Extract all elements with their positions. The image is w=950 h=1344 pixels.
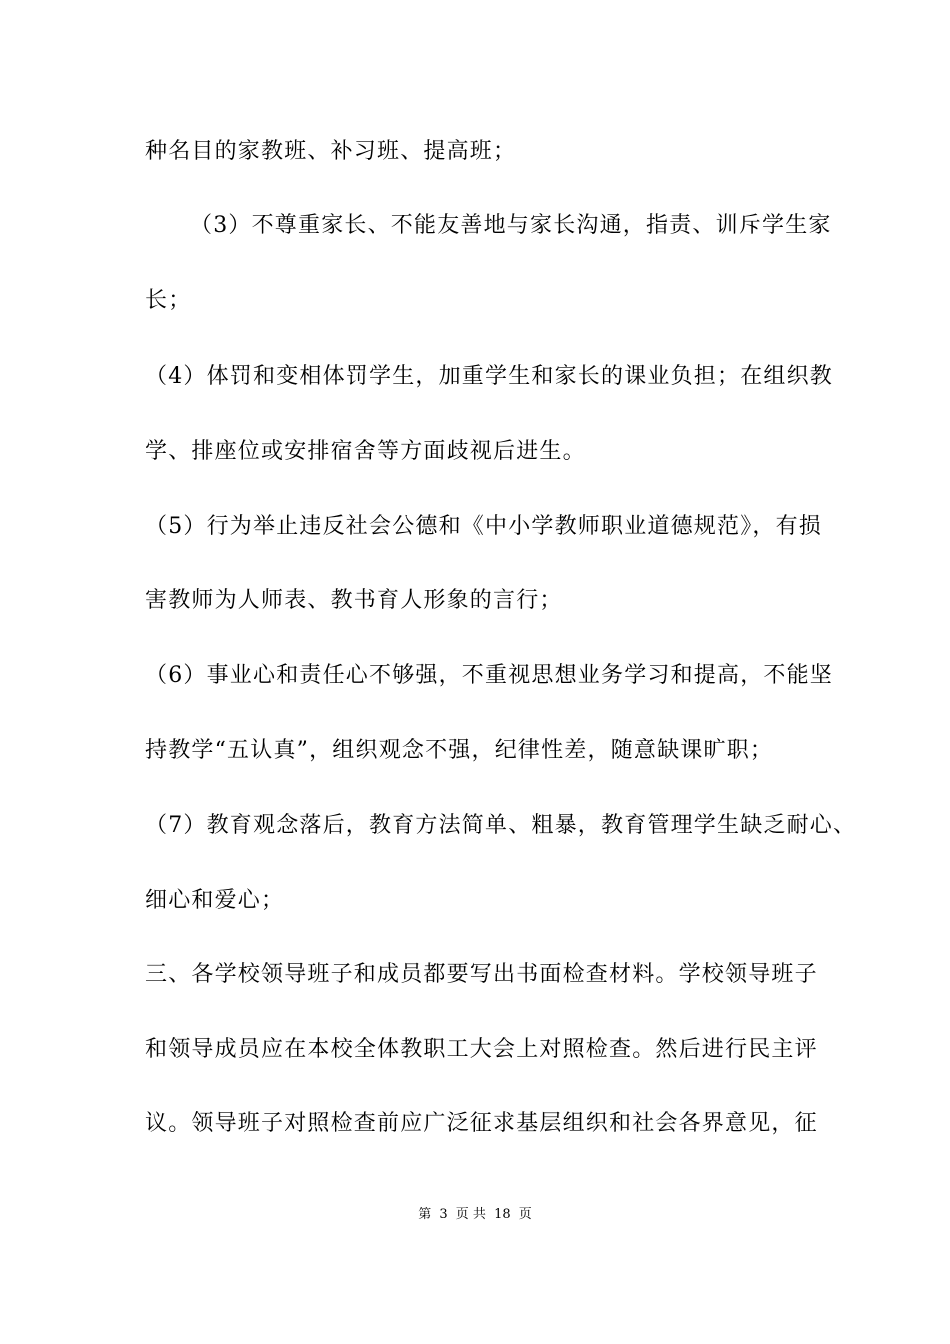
text-line-1: 种名目的家教班、补习班、提高班； <box>145 139 517 164</box>
footer-middle: 页 共 <box>455 1207 486 1222</box>
text-line-9: 持教学“五认真”，组织观念不强，纪律性差，随意缺课旷职； <box>145 738 774 763</box>
text-line-8: （6）事业心和责任心不够强，不重视思想业务学习和提高，不能坚 <box>145 663 833 688</box>
page-footer <box>0 1206 950 1224</box>
text-line-12: 三、各学校领导班子和成员都要写出书面检查材料。学校领导班子 <box>145 962 818 987</box>
footer-total-pages: 18 <box>494 1207 511 1222</box>
text-line-14: 议。领导班子对照检查前应广泛征求基层组织和社会各界意见，征 <box>145 1111 818 1136</box>
text-line-3: 长； <box>145 288 192 313</box>
text-line-11: 细心和爱心； <box>145 888 285 913</box>
text-line-5: 学、排座位或安排宿舍等方面歧视后进生。 <box>145 439 586 464</box>
footer-suffix: 页 <box>518 1207 532 1222</box>
footer-prefix: 第 <box>418 1207 432 1222</box>
text-line-13: 和领导成员应在本校全体教职工大会上对照检查。然后进行民主评 <box>145 1037 818 1062</box>
footer-current-page: 3 <box>439 1207 448 1222</box>
text-line-7: 害教师为人师表、教书育人形象的言行； <box>145 588 563 613</box>
text-line-4: （4）体罚和变相体罚学生，加重学生和家长的课业负担；在组织教 <box>145 364 833 389</box>
text-line-2: （3）不尊重家长、不能友善地与家长沟通，指责、训斥学生家 <box>190 213 832 238</box>
text-line-6: （5）行为举止违反社会公德和《中小学教师职业道德规范》，有损 <box>145 514 822 539</box>
text-line-10: （7）教育观念落后，教育方法简单、粗暴，教育管理学生缺乏耐心、 <box>145 813 857 838</box>
